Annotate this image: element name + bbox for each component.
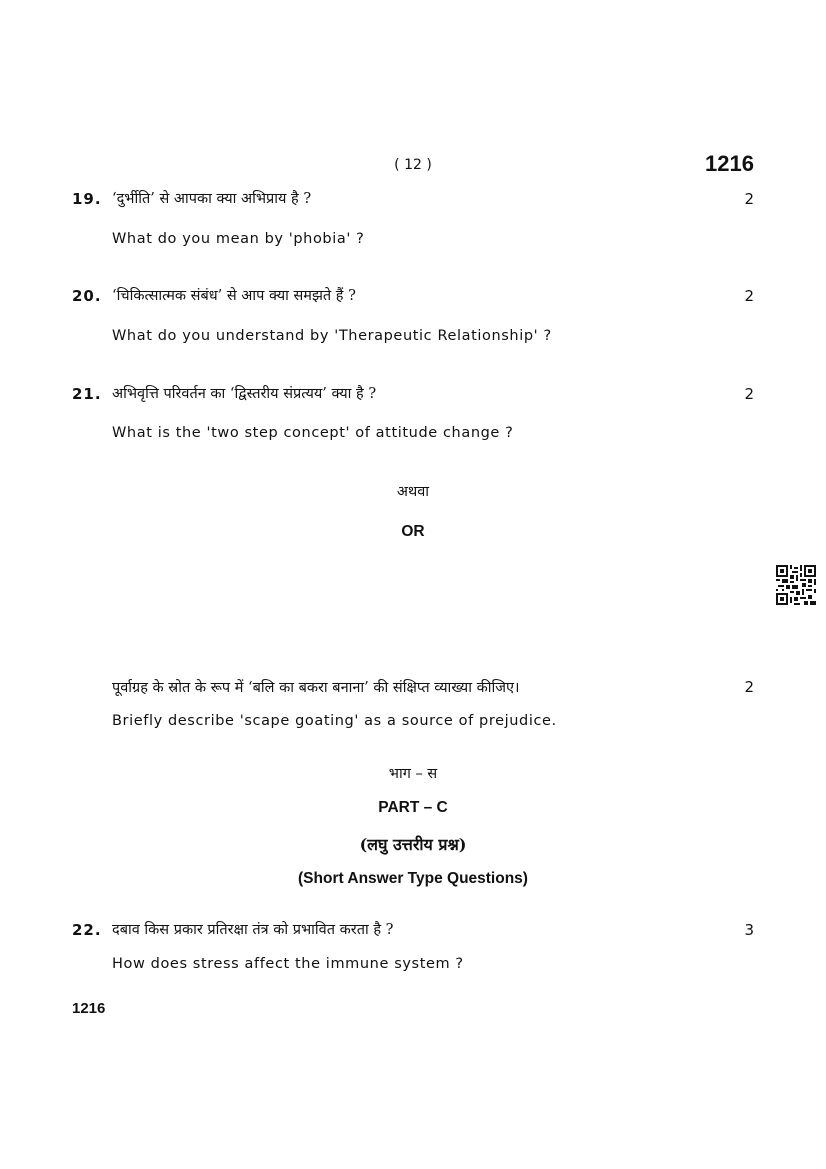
alternative-marks: 2 [744, 678, 754, 696]
question-19-english: What do you mean by 'phobia' ? [112, 231, 365, 247]
question-20-marks: 2 [744, 287, 754, 305]
question-22-number: 22. [72, 921, 102, 939]
question-21-marks: 2 [744, 385, 754, 403]
alternative-english: Briefly describe 'scape goating' as a source of prejudice. [112, 713, 557, 729]
question-20-number: 20. [72, 287, 102, 305]
question-21-hindi: अभिवृत्ति परिवर्तन का ‘द्विस्तरीय संप्रत्यय’ क्या है ? [112, 386, 377, 402]
question-21-english: What is the 'two step concept' of attitude change ? [112, 425, 514, 441]
section-subtitle-english: (Short Answer Type Questions) [298, 870, 528, 887]
paper-code-footer: 1216 [72, 1000, 106, 1017]
question-19-hindi: ‘दुर्भीति’ से आपका क्या अभिप्राय है ? [112, 191, 312, 207]
question-22-english: How does stress affect the immune system ? [112, 956, 464, 972]
section-title-hindi: भाग – स [388, 766, 438, 782]
question-19-marks: 2 [744, 190, 754, 208]
page-number: ( 12 ) [394, 157, 432, 173]
question-20-hindi: ‘चिकित्सात्मक संबंध’ से आप क्या समझते हैं ? [112, 288, 356, 304]
or-hindi: अथवा [396, 484, 430, 500]
paper-code-header: 1216 [705, 151, 754, 176]
section-title-english: PART – C [378, 799, 448, 816]
question-19-number: 19. [72, 190, 102, 208]
question-22-hindi: दबाव किस प्रकार प्रतिरक्षा तंत्र को प्रभावित करता है ? [112, 922, 394, 938]
question-20-english: What do you understand by 'Therapeutic Relationship' ? [112, 328, 552, 344]
or-english: OR [401, 523, 425, 540]
section-subtitle-hindi: (लघु उत्तरीय प्रश्न) [359, 835, 467, 854]
question-22-marks: 3 [744, 921, 754, 939]
alternative-hindi: पूर्वाग्रह के स्रोत के रूप में ‘बलि का बकरा बनाना’ की संक्षिप्त व्याख्या कीजिए। [112, 680, 520, 696]
question-21-number: 21. [72, 385, 102, 403]
qr-code-icon [776, 565, 816, 605]
